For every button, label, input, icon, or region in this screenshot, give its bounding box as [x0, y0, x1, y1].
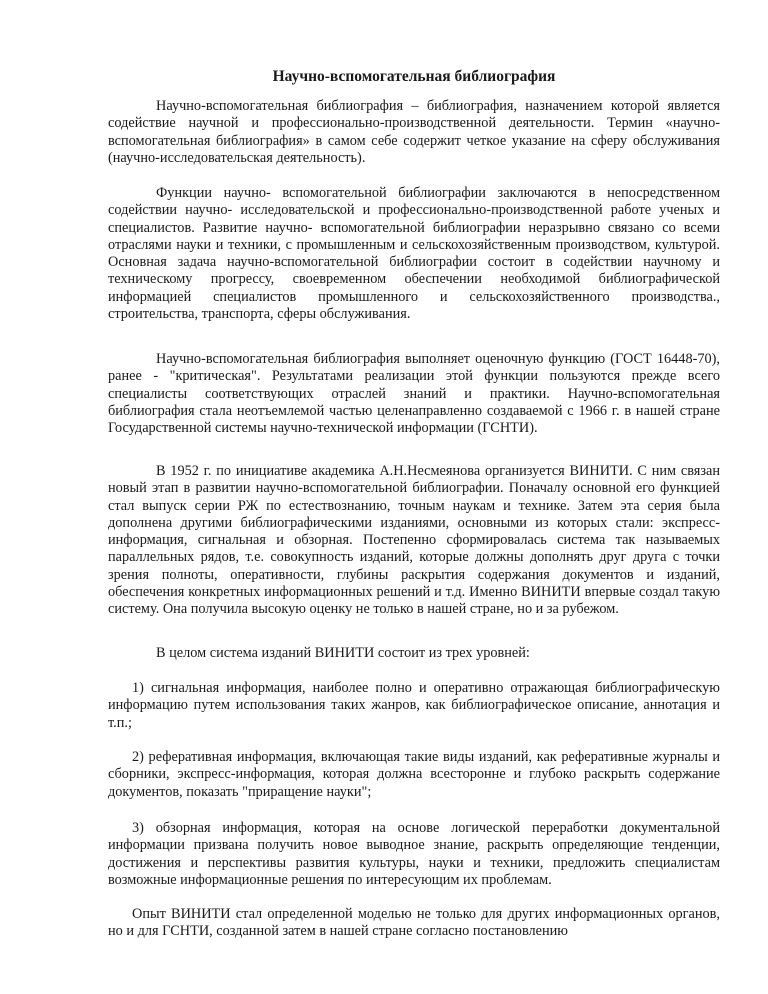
paragraph-functions: Функции научно- вспомогательной библиографии заключаются в непосредственном содействии научно- исследовательской и профессионально-производственной работе ученых и специалистов. Развитие научно- вспомогательной библиографии неразрывно связано со всеми отраслями науки и техники, с промышленным и сельскохозяйственным производством, культурой. Основная задача научно-вспомогательной библиографии состоит в содействии научному и техническому прогрессу, своевременном обеспечении необходимой библиографической информацией специалистов промышленного и сельскохозяйственного производства., строительства, транспорта, сферы обслуживания.: [108, 185, 720, 323]
paragraph-levels-intro: В целом система изданий ВИНИТИ состоит из трех уровней:: [156, 645, 530, 661]
list-item-signal: 1) сигнальная информация, наиболее полно и оперативно отражающая библиографическую информацию путем использования таких жанров, как библиографическое описание, аннотация и т.п.;: [108, 680, 720, 731]
list-item-review: 3) обзорная информация, которая на основе логической переработки документальной информации призвана получить новое выводное знание, раскрыть определяющие тенденции, достижения и перспективы развития культуры, науки и техники, предложить специалистам возможные информационные решения по интересующим их проблемам.: [108, 820, 720, 888]
document-title: Научно-вспомогательная библиография: [272, 68, 556, 85]
list-item-abstract: 2) реферативная информация, включающая такие виды изданий, как реферативные журналы и сборники, экспресс-информация, которая должна всесторонне и глубоко раскрыть содержание документов, показать "приращение науки";: [108, 749, 720, 800]
paragraph-viniti-history: В 1952 г. по инициативе академика А.Н.Несмеянова организуется ВИНИТИ. С ним связан новый этап в развитии научно-вспомогательной библиографии. Поначалу основной его функцией стал выпуск серии РЖ по естествознанию, точным наукам и технике. Затем эта серия была дополнена другими библиографическими изданиями, основными из которых стали: экспресс-информация, сигнальная и обзорная. Постепенно сформировалась система так называемых параллельных рядов, т.е. совокупность изданий, которые должны дополнять друг друга с точки зрения полноты, оперативности, глубины раскрытия содержания документов и изданий, обеспечения конкретных информационных решений и т.д. Именно ВИНИТИ впервые создал такую систему. Она получила высокую оценку не только в нашей стране, но и за рубежом.: [108, 463, 720, 618]
paragraph-experience: Опыт ВИНИТИ стал определенной моделью не только для других информационных органов, но и для ГСНТИ, созданной затем в нашей стране согласно постановлению: [108, 906, 720, 940]
paragraph-definition: Научно-вспомогательная библиография – библиография, назначением которой является содействие научной и профессионально-производственной деятельности. Термин «научно-вспомогательная библиография» в самом себе содержит четкое указание на сферу обслуживания (научно-исследовательская деятельность).: [108, 98, 720, 166]
paragraph-evaluation: Научно-вспомогательная библиография выполняет оценочную функцию (ГОСТ 16448-70), ранее - "критическая". Результатами реализации этой функции пользуются прежде всего специалисты соответствующих отраслей знаний и практики. Научно-вспомогательная библиография стала неотъемлемой частью целенаправленно создаваемой с 1966 г. в нашей стране Государственной системы научно-технической информации (ГСНТИ).: [108, 351, 720, 437]
